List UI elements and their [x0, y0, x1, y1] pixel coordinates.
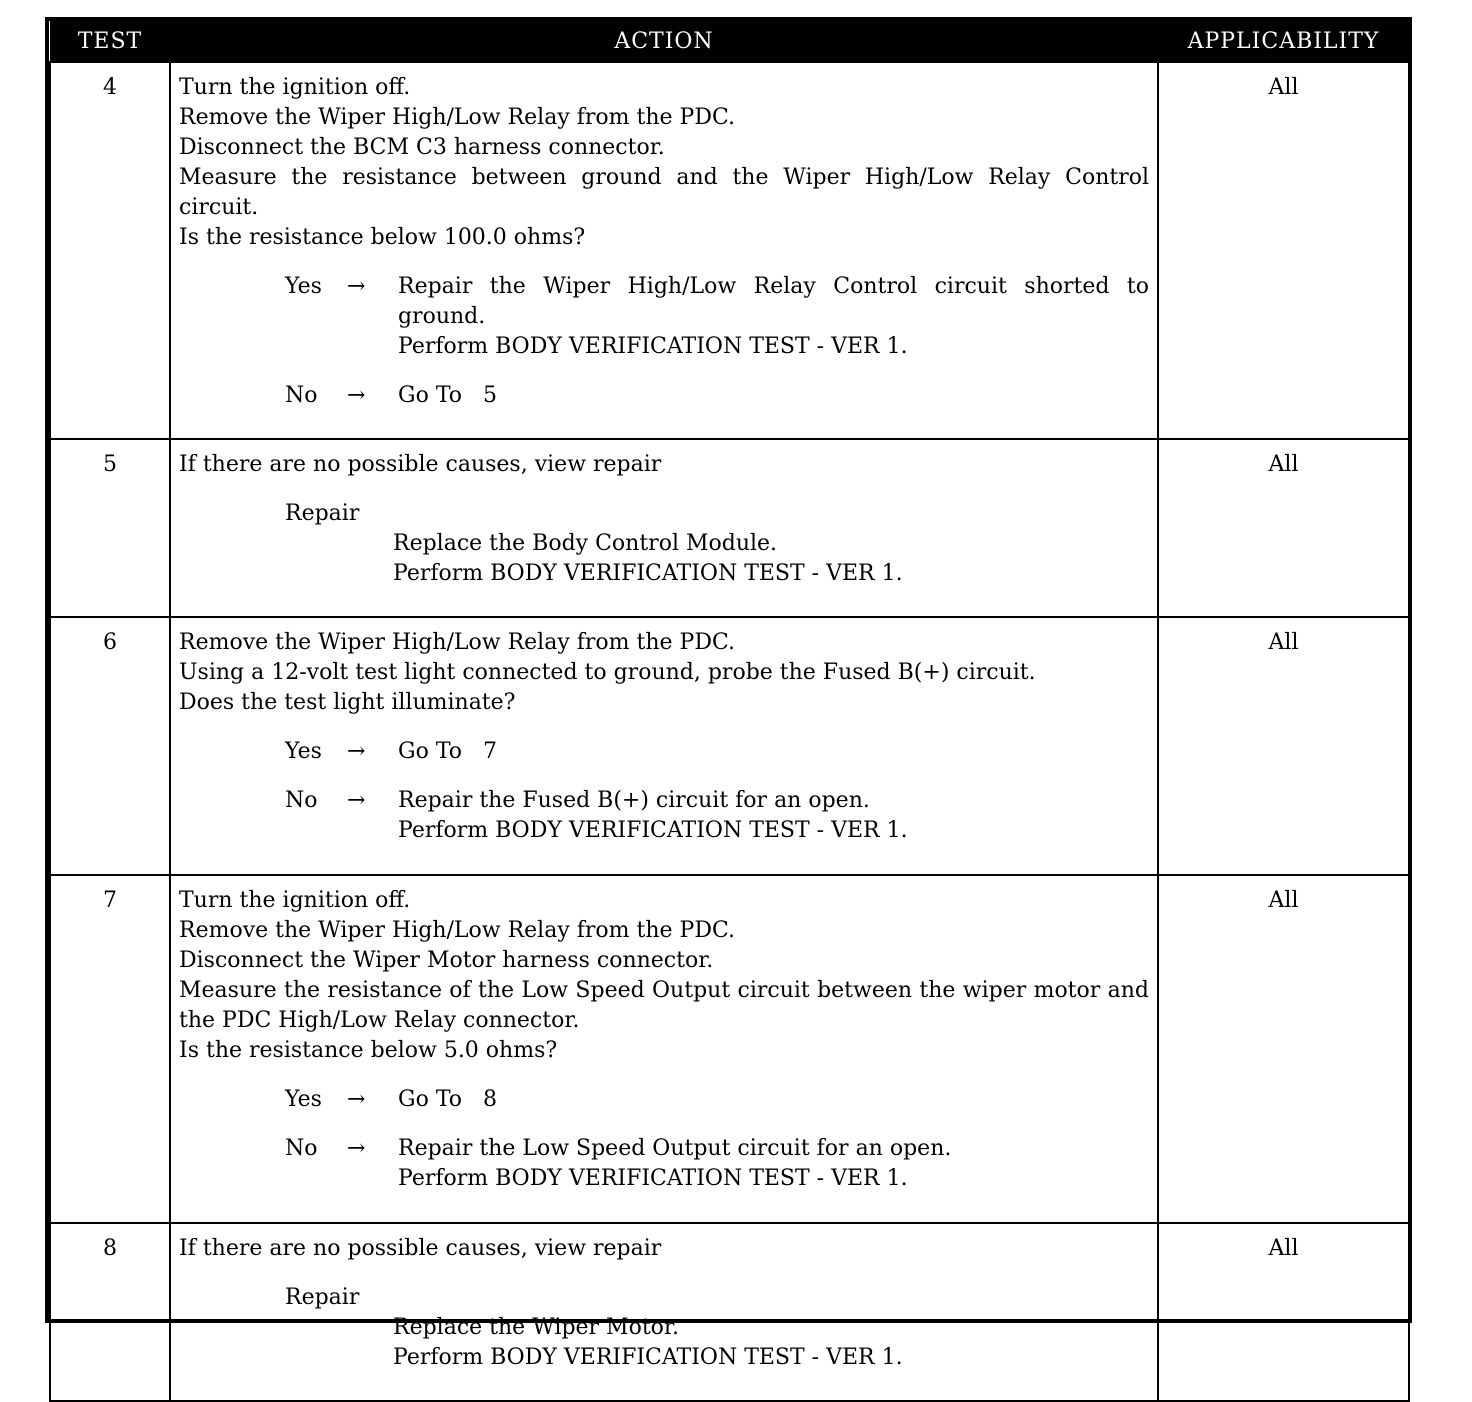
right-arrow-icon: →	[347, 1087, 366, 1112]
table-row	[50, 875, 1409, 1223]
outcome-body	[398, 1085, 1149, 1115]
test-number: 6	[50, 617, 170, 875]
action-step: Turn the ignition off.	[179, 888, 411, 913]
action-step: Turn the ignition off.	[179, 75, 411, 100]
repair-lines	[393, 1313, 1149, 1373]
outcome-label: No	[285, 383, 318, 408]
test-number: 8	[50, 1223, 170, 1401]
action-step: Remove the Wiper High/Low Relay from the PDC.	[179, 918, 736, 943]
action-step: Measure the resistance between ground and the Wiper High/Low Relay Control circuit.	[179, 165, 1149, 220]
action-cell	[170, 875, 1158, 1223]
right-arrow-icon: →	[347, 1136, 366, 1161]
action-step: Does the test light illuminate?	[179, 690, 516, 715]
diagnostic-table	[49, 21, 1410, 1402]
outcome-body	[398, 737, 1149, 767]
outcome-line: Repair the Wiper High/Low Relay Control circuit shorted to ground.	[398, 274, 1149, 329]
action-step: Using a 12-volt test light connected to ground, probe the Fused B(+) circuit.	[179, 660, 1036, 685]
header-row	[50, 21, 1409, 62]
table-body	[50, 62, 1409, 1401]
repair-lines	[393, 529, 1149, 589]
outcome-line: Go To 8	[398, 1087, 497, 1112]
test-number: 7	[50, 875, 170, 1223]
applicability-cell: All	[1158, 439, 1409, 617]
repair-block	[285, 499, 1149, 589]
outcome-line: Repair the Low Speed Output circuit for an open.	[398, 1136, 952, 1161]
action-step: Disconnect the BCM C3 harness connector.	[179, 135, 665, 160]
repair-label: Repair	[285, 1285, 360, 1310]
action-step: Is the resistance below 100.0 ohms?	[179, 225, 586, 250]
action-cell	[170, 62, 1158, 439]
table-row	[50, 1223, 1409, 1401]
repair-line: Perform BODY VERIFICATION TEST - VER 1.	[393, 1345, 903, 1370]
table-row	[50, 439, 1409, 617]
repair-line: Replace the Body Control Module.	[393, 531, 778, 556]
right-arrow-icon: →	[347, 739, 366, 764]
action-step: Remove the Wiper High/Low Relay from the PDC.	[179, 630, 736, 655]
outcome-yes	[179, 737, 1149, 767]
repair-line: Replace the Wiper Motor.	[393, 1315, 679, 1340]
table-header	[50, 21, 1409, 62]
outcome-body	[398, 1134, 1149, 1194]
applicability-cell: All	[1158, 62, 1409, 439]
outcome-yes	[179, 1085, 1149, 1115]
action-step: If there are no possible causes, view repair	[179, 452, 662, 477]
diagnostic-table-frame	[45, 17, 1412, 1370]
action-cell	[170, 439, 1158, 617]
test-number: 5	[50, 439, 170, 617]
repair-label: Repair	[285, 501, 360, 526]
header-applicability: APPLICABILITY	[1158, 21, 1409, 62]
table-row	[50, 617, 1409, 875]
outcome-body	[398, 786, 1149, 846]
applicability-cell: All	[1158, 875, 1409, 1223]
header-test: TEST	[50, 21, 170, 62]
outcome-label: Yes	[285, 274, 322, 299]
outcome-body	[398, 272, 1149, 362]
outcome-label: Yes	[285, 739, 322, 764]
right-arrow-icon: →	[347, 383, 366, 408]
outcome-line: Go To 7	[398, 739, 497, 764]
action-cell	[170, 617, 1158, 875]
outcome-line: Go To 5	[398, 383, 497, 408]
right-arrow-icon: →	[347, 788, 366, 813]
outcome-body	[398, 381, 1149, 411]
action-step: If there are no possible causes, view repair	[179, 1236, 662, 1261]
outcome-label: No	[285, 1136, 318, 1161]
action-cell	[170, 1223, 1158, 1401]
test-number: 4	[50, 62, 170, 439]
outcome-label: Yes	[285, 1087, 322, 1112]
outcome-no	[179, 1134, 1149, 1194]
action-step: Disconnect the Wiper Motor harness connector.	[179, 948, 714, 973]
table-row	[50, 62, 1409, 439]
outcome-label: No	[285, 788, 318, 813]
outcome-line: Repair the Fused B(+) circuit for an open.	[398, 788, 870, 813]
outcome-yes	[179, 272, 1149, 362]
applicability-cell: All	[1158, 617, 1409, 875]
applicability-cell: All	[1158, 1223, 1409, 1401]
header-action: ACTION	[170, 21, 1158, 62]
outcome-no	[179, 381, 1149, 411]
outcome-line: Perform BODY VERIFICATION TEST - VER 1.	[398, 1166, 908, 1191]
right-arrow-icon: →	[347, 274, 366, 299]
action-step: Measure the resistance of the Low Speed Output circuit between the wiper motor and the PDC High/Low Relay connector.	[179, 978, 1149, 1033]
outcome-line: Perform BODY VERIFICATION TEST - VER 1.	[398, 334, 908, 359]
action-step: Is the resistance below 5.0 ohms?	[179, 1038, 558, 1063]
outcome-no	[179, 786, 1149, 846]
outcome-line: Perform BODY VERIFICATION TEST - VER 1.	[398, 818, 908, 843]
action-step: Remove the Wiper High/Low Relay from the PDC.	[179, 105, 736, 130]
repair-line: Perform BODY VERIFICATION TEST - VER 1.	[393, 561, 903, 586]
